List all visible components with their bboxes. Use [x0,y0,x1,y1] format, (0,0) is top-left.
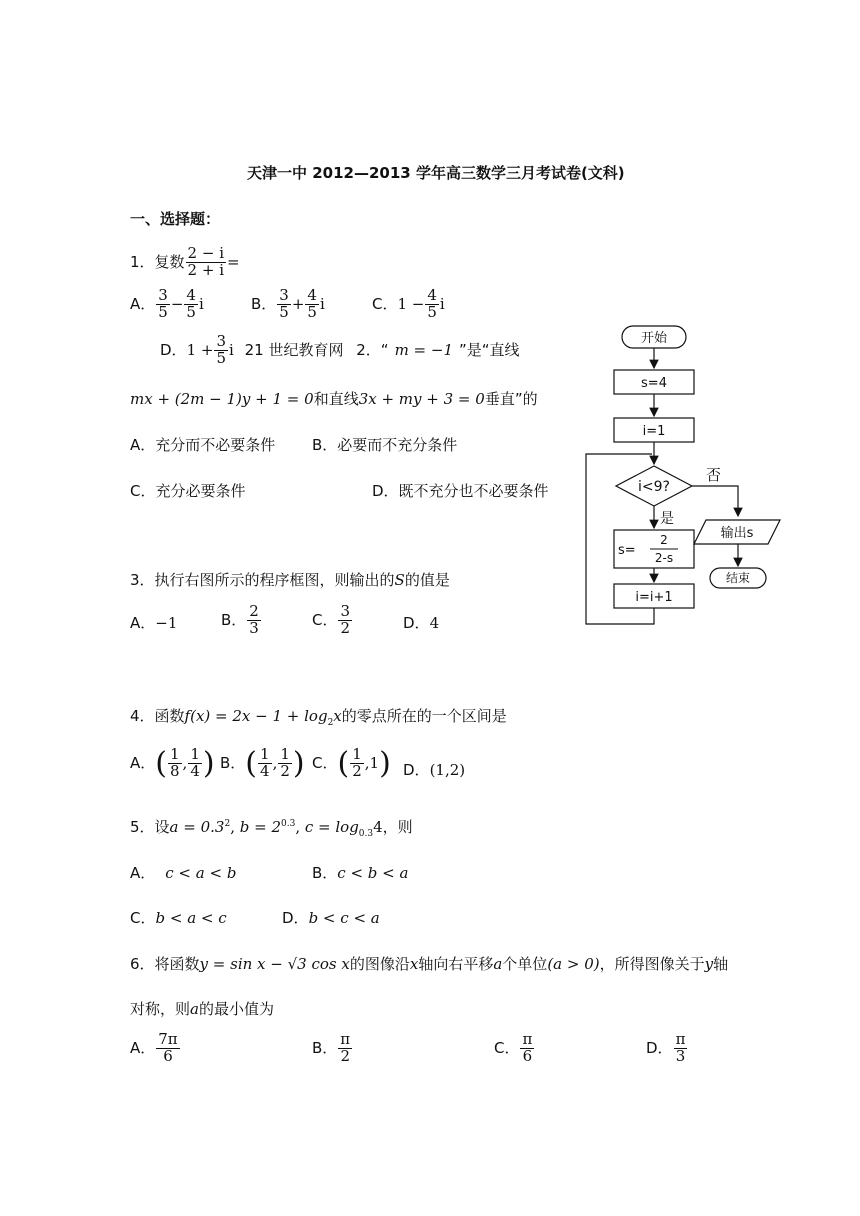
q4-option-d: D．(1,2) [403,761,466,779]
flow-no-label: 否 [706,466,722,484]
q1-option-c: C．1 − $\frac{4}{5}$ i [372,286,445,321]
flowchart [580,320,790,630]
q4-option-c: C．( $\frac{1}{2}$ ,1) [312,745,391,781]
flow-assign-num: 2 [660,533,668,547]
flow-init-i-label: i=1 [642,424,666,439]
q3-option-c: C． $\frac{3}{2}$ [312,602,351,637]
q1-prefix: 1．复数 [130,252,185,271]
q2-option-d: D．既不充分也不必要条件 [372,482,549,500]
q3-option-b: B． $\frac{2}{3}$ [221,602,259,637]
flow-cond-label: i<9? [638,479,670,495]
flow-assign-den: 2-s [654,551,674,565]
q2-option-c: C．充分必要条件 [130,482,246,500]
q1-option-d: D．1 + $\frac{3}{5}$ i 21 世纪教育网 2．“ m = −1 ”是“直线 [160,332,520,367]
q6-option-b: B． $\frac{\pi}{2}$ [312,1030,351,1065]
flow-init-s-label: s=4 [641,376,667,391]
question-5: 5．设$a = 0.3^2$, $b = 2^{0.3}$, $c = \log_{0.3}4$，则 [130,818,413,839]
q4-option-a: A．( $\frac{1}{8}$ , $\frac{1}{4}$ ) [130,745,215,781]
q5-option-d: D．b < c < a [282,909,380,927]
flow-start-label: 开始 [640,331,668,346]
question-4: 4．函数$f(x) = 2x - 1 + \log_2x$的零点所在的一个区间是 [130,707,507,728]
page-title: 天津一中 2012—2013 学年高三数学三月考试卷(文科) [247,164,625,182]
question-3: 3．执行右图所示的程序框图，则输出的S的值是 [130,571,450,589]
q6-line2: 对称，则a的最小值为 [130,1000,274,1018]
q2-option-a: A．充分而不必要条件 [130,436,276,454]
question-1: 1．复数 $\frac{2 - i}{2 + i}$ = [130,244,240,279]
q2-line2: mx + (2m − 1)y + 1 = 0和直线3x + my + 3 = 0垂直”的 [130,390,538,408]
q5-option-a: A． c < a < b [130,864,237,882]
flow-end-label: 结束 [725,571,751,585]
q6-option-c: C． $\frac{\pi}{6}$ [494,1030,533,1065]
q1-option-a: A． $\frac{3}{5}$ − $\frac{4}{5}$ i [130,286,204,321]
q3-option-d: D．4 [403,614,440,632]
flow-output-label: 输出s [720,526,754,541]
watermark: 21 世纪教育网 [244,340,344,359]
flow-assign-prefix: s= [618,543,636,558]
q3-option-a: A．−1 [130,614,178,632]
section-heading: 一、选择题： [130,210,221,228]
question-2: 2．“ m = −1 ”是“直线 [356,340,520,359]
q6-option-a: A． $\frac{7\pi}{6}$ [130,1030,178,1065]
q5-option-c: C．b < a < c [130,909,227,927]
q4-option-b: B．( $\frac{1}{4}$ , $\frac{1}{2}$ ) [220,745,305,781]
question-6: 6．将函数y = sin x − √3 cos x的图像沿x轴向右平移a个单位(a > 0)，所得图像关于y轴 [130,955,729,973]
q6-option-d: D． $\frac{\pi}{3}$ [646,1030,686,1065]
q1-fraction: $\frac{2 - i}{2 + i}$ [187,244,224,279]
flow-yes-label: 是 [660,511,674,527]
q2-option-b: B．必要而不充分条件 [312,436,458,454]
q1-option-b: B． $\frac{3}{5}$ + $\frac{4}{5}$ i [251,286,325,321]
q5-option-b: B．c < b < a [312,864,409,882]
flow-increment-label: i=i+1 [635,590,673,605]
